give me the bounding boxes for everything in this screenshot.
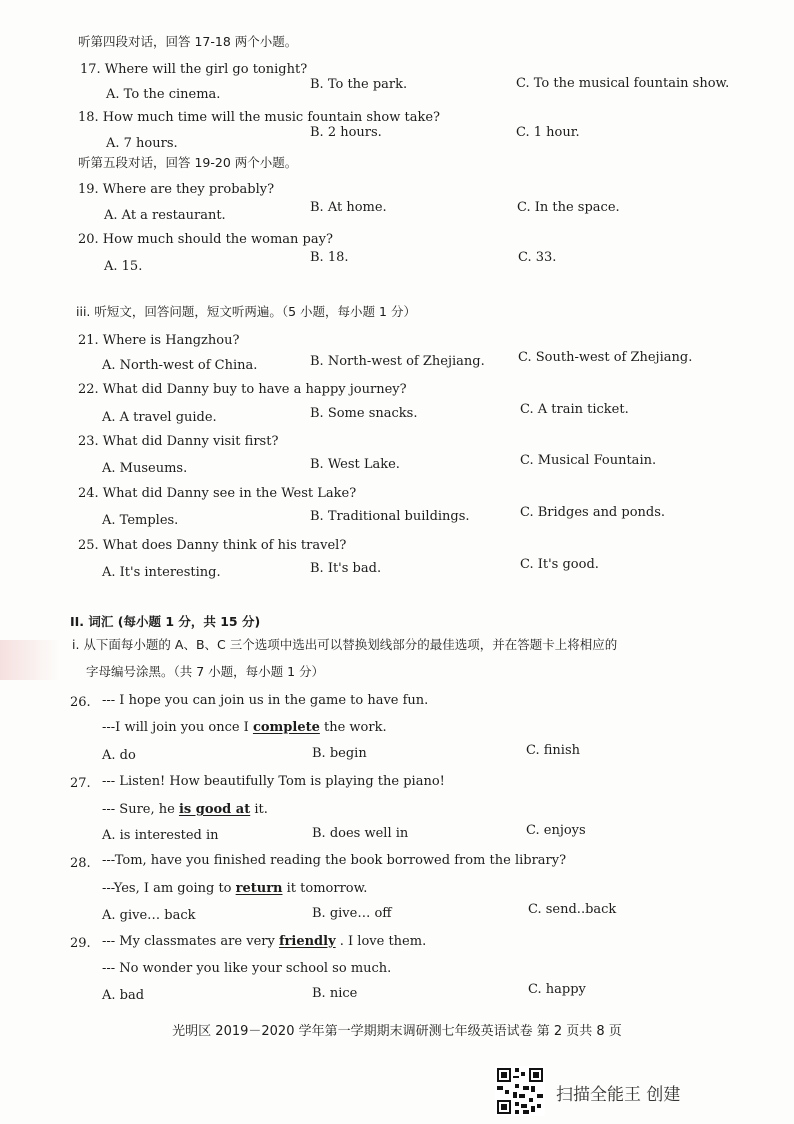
q24-option-b: B. Traditional buildings. xyxy=(310,509,470,524)
q23-option-c: C. Musical Fountain. xyxy=(520,453,657,468)
question-17: 17. Where will the girl go tonight? xyxy=(80,62,308,77)
part-II-i-instruction-line1: i. 从下面每小题的 A、B、C 三个选项中选出可以替换划线部分的最佳选项，并在答题卡上将相应的 xyxy=(72,637,618,652)
q26-text-pre: ---I will join you once I xyxy=(102,720,253,735)
q24-option-c: C. Bridges and ponds. xyxy=(520,505,666,520)
question-23: 23. What did Danny visit first? xyxy=(78,434,279,449)
q29-text-pre: --- My classmates are very xyxy=(102,934,279,949)
part-II-heading: II. 词汇 (每小题 1 分，共 15 分) xyxy=(70,614,261,629)
page-footer: 光明区 2019－2020 学年第一学期期末调研测七年级英语试卷 第 2 页共 8 页 xyxy=(172,1024,622,1039)
q27-option-a: A. is interested in xyxy=(102,828,219,843)
q20-option-a: A. 15. xyxy=(104,259,143,274)
q22-option-a: A. A travel guide. xyxy=(102,410,217,425)
q29-option-b: B. nice xyxy=(312,986,358,1001)
q23-option-b: B. West Lake. xyxy=(310,457,400,472)
q29-option-a: A. bad xyxy=(102,988,145,1003)
q28-option-b: B. give… off xyxy=(312,906,392,921)
question-27-line2 xyxy=(102,802,268,818)
question-26-line2 xyxy=(102,720,387,736)
q26-option-a: A. do xyxy=(102,748,136,763)
q25-option-c: C. It's good. xyxy=(520,557,599,572)
q25-option-b: B. It's bad. xyxy=(310,561,382,576)
scan-stain xyxy=(0,640,60,680)
q21-option-b: B. North-west of Zhejiang. xyxy=(310,354,485,369)
q22-option-c: C. A train ticket. xyxy=(520,402,629,417)
q24-option-a: A. Temples. xyxy=(102,513,179,528)
question-26-line1: --- I hope you can join us in the game to have fun. xyxy=(102,693,429,708)
q20-option-b: B. 18. xyxy=(310,250,349,265)
question-29-line2: --- No wonder you like your school so much. xyxy=(102,961,392,976)
q27-text-post: it. xyxy=(250,802,268,817)
q28-underlined-word: return xyxy=(235,881,283,896)
question-28-line2 xyxy=(102,881,367,897)
q21-option-a: A. North-west of China. xyxy=(102,358,258,373)
question-29-number: 29. xyxy=(70,936,91,951)
question-26-number: 26. xyxy=(70,695,91,710)
q28-text-post: it tomorrow. xyxy=(282,881,368,896)
q26-option-c: C. finish xyxy=(526,743,580,758)
question-25: 25. What does Danny think of his travel? xyxy=(78,538,347,553)
qr-code-icon xyxy=(495,1066,545,1116)
q19-option-c: C. In the space. xyxy=(517,200,620,215)
part-iii-heading: iii. 听短文，回答问题，短文听两遍。（5 小题，每小题 1 分） xyxy=(76,304,416,319)
scanner-brand-label: 扫描全能王 创建 xyxy=(556,1085,681,1105)
q27-option-c: C. enjoys xyxy=(526,823,586,838)
question-24: 24. What did Danny see in the West Lake? xyxy=(78,486,357,501)
q26-option-b: B. begin xyxy=(312,746,367,761)
q22-option-b: B. Some snacks. xyxy=(310,406,418,421)
q29-underlined-word: friendly xyxy=(278,934,336,949)
q28-text-pre: ---Yes, I am going to xyxy=(102,881,236,896)
question-19: 19. Where are they probably? xyxy=(78,182,275,197)
q19-option-b: B. At home. xyxy=(310,200,387,215)
q26-underlined-word: complete xyxy=(252,720,320,735)
q23-option-a: A. Museums. xyxy=(102,461,188,476)
q27-underlined-phrase: is good at xyxy=(178,802,251,817)
section4-intro: 听第四段对话，回答 17-18 两个小题。 xyxy=(78,34,298,49)
q20-option-c: C. 33. xyxy=(518,250,557,265)
question-27-number: 27. xyxy=(70,776,91,791)
q27-option-b: B. does well in xyxy=(312,826,409,841)
q17-option-a: A. To the cinema. xyxy=(106,87,221,102)
q29-option-c: C. happy xyxy=(528,982,586,997)
q29-text-post: . I love them. xyxy=(335,934,427,949)
question-22: 22. What did Danny buy to have a happy journey? xyxy=(78,382,407,397)
q28-option-a: A. give… back xyxy=(102,908,196,923)
q28-option-c: C. send..back xyxy=(528,902,617,917)
q19-option-a: A. At a restaurant. xyxy=(104,208,226,223)
question-27-line1: --- Listen! How beautifully Tom is playing the piano! xyxy=(102,774,445,789)
part-II-i-instruction-line2: 字母编号涂黑。（共 7 小题，每小题 1 分） xyxy=(86,664,325,679)
q25-option-a: A. It's interesting. xyxy=(102,565,221,580)
q18-option-c: C. 1 hour. xyxy=(516,125,580,140)
question-29-line1 xyxy=(102,934,426,950)
q18-option-a: A. 7 hours. xyxy=(106,136,178,151)
question-18: 18. How much time will the music fountain show take? xyxy=(78,110,441,125)
question-28-number: 28. xyxy=(70,856,91,871)
q17-option-b: B. To the park. xyxy=(310,77,408,92)
q17-option-c: C. To the musical fountain show. xyxy=(516,76,730,91)
question-28-line1: ---Tom, have you finished reading the book borrowed from the library? xyxy=(102,853,567,868)
section5-intro: 听第五段对话，回答 19-20 两个小题。 xyxy=(78,155,298,170)
question-21: 21. Where is Hangzhou? xyxy=(78,333,240,348)
q26-text-post: the work. xyxy=(319,720,387,735)
question-20: 20. How much should the woman pay? xyxy=(78,232,333,247)
q27-text-pre: --- Sure, he xyxy=(102,802,179,817)
q21-option-c: C. South-west of Zhejiang. xyxy=(518,350,693,365)
q18-option-b: B. 2 hours. xyxy=(310,125,382,140)
